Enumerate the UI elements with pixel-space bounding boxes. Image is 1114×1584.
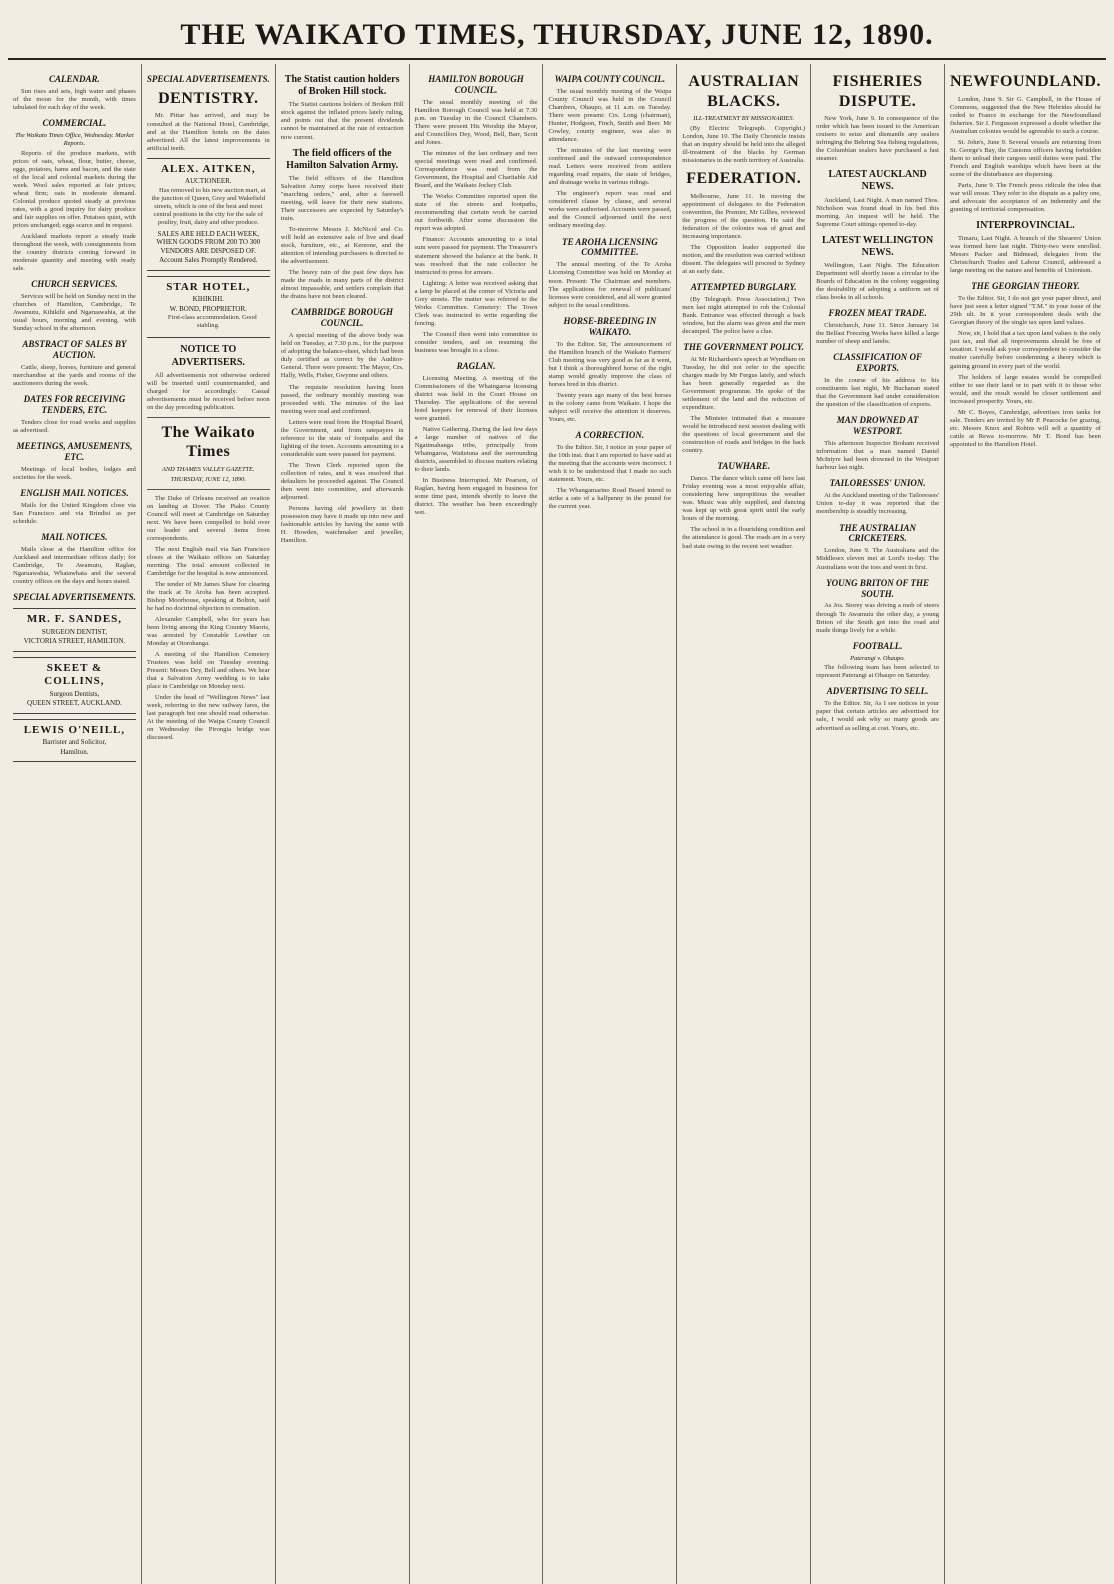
body-text: The heavy rain of the past few days has made the roads in many parts of the district almost impassable, and settlers complain that the drains have not been cleared. (280, 269, 404, 301)
body-text: Services will be held on Sunday next in the churches of Hamilton, Cambridge, Te Awamutu, Kihikihi and Ngaruawahia, at the usual hours, morning and evening, with Sunday school in the afternoon. (13, 293, 136, 333)
body-text: Mails for the United Kingdom close via San Francisco and via Brindisi as per schedule. (13, 502, 136, 526)
skeet-collins-advertisement (13, 657, 136, 714)
body-text: To the Editor. Sir, I notice in your paper of the 10th inst. that I am reported to have said at the meeting that the accounts were incorrect. I wish it to be understood that I made no such statement. Yours, etc. (548, 443, 672, 483)
body-text: Lighting: A letter was received asking that a lamp be placed at the corner of Victoria and Grey streets. The matter was referred to the Works Committee. Cemetery: The Town Clerk was instructed to write regarding the fencing. (414, 279, 538, 327)
raglan-heading: RAGLAN. (456, 360, 496, 371)
column-3 (276, 64, 410, 1584)
young-briton-heading: YOUNG BRITON OF THE SOUTH. (826, 577, 930, 599)
body-text: New York, June 9. In consequence of the order which has been issued to the American cruisers to seize and dismantle any sealers infringing the Behring Sea fishing regulations, the Columbian sealers have purchased a fast steamer. (816, 115, 940, 163)
federation-heading: FEDERATION. (686, 170, 802, 187)
newspaper-title: THE WAIKATO TIMES, THURSDAY, JUNE 12, 1890. (180, 18, 934, 51)
body-text: Meetings of local bodies, lodges and societies for the week. (13, 466, 136, 482)
body-text: Has removed to his new auction mart, at the junction of Queen, Grey and Wakefield streets, which is one of the best and most central positions in the city for the sale of poultry, fruit, dairy and other produce. (151, 186, 266, 226)
drowned-heading: MAN DROWNED AT WESTPORT. (836, 415, 919, 437)
government-policy-heading: THE GOVERNMENT POLICY. (683, 341, 805, 352)
football-subheading: Paterangi v. Ohaupo. (850, 654, 906, 662)
column-7 (811, 64, 945, 1584)
body-text: At the Auckland meeting of the Tailoresses' Union to-day it was reported that the membership is steadily increasing. (816, 492, 940, 516)
rule (147, 417, 270, 418)
body-text: A meeting of the Hamilton Cemetery Trustees was held on Tuesday evening. Present: Messrs Dey, Bell and others. We hear that a Salvation Army wedding is to take place in Cambridge on Monday next. (146, 651, 270, 691)
paper-title: The Waikato Times (161, 423, 256, 461)
body-text: (By Electric Telegraph. Copyright.) London, June 10. The Daily Chronicle insists that an inquiry should be held into the alleged ill-treatment of the blacks by German missionaries in the north territory of Australia. (682, 124, 806, 164)
body-text: Dance. The dance which came off here last Friday evening was a most enjoyable affair, considering how unpropitious the weather was. Music was ably supplied, and dancing was kept up with great spirit until the early hours of the morning. (682, 475, 806, 523)
advertiser-line: KIHIKIHI. (192, 295, 224, 304)
football-heading: FOOTBALL. (852, 640, 903, 651)
advertiser-name: ALEX. AITKEN, (160, 162, 256, 175)
column-4 (410, 64, 544, 1584)
body-text: In the course of his address to his constituents last night, Mr Buchanan stated that the Government had under consideration the question of the classification of exports. (816, 377, 940, 409)
body-text: Reports of the produce markets, with prices of oats, wheat, flour, butter, cheese, eggs, potatoes, hams and bacon, and the state of the local and colonial markets during the week. Wool sales reported at fair prices; wheat firm; oats in moderate demand. Colonial produce quoted steady at previous rates, with a good inquiry for dairy produce and fair supplies on offer. Potatoes quiet, with prices unchanged; eggs scarce and in request. (13, 149, 136, 229)
body-text: The school is in a flourishing condition and the attendance is good. The roads are in a very bad state owing to the recent wet weather. (682, 526, 806, 550)
tauwhare-heading: TAUWHARE. (717, 461, 771, 472)
tenders-heading: DATES FOR RECEIVING TENDERS, ETC. (23, 394, 126, 416)
tailoresses-heading: TAILORESSES' UNION. (829, 478, 926, 489)
advertiser-line: QUEEN STREET, AUCKLAND. (27, 699, 122, 708)
advertiser-line: Surgeon Dentists, (49, 689, 100, 698)
body-text: Mails close at the Hamilton office for Auckland and intermediate offices daily; for Cambridge, Te Awamutu, Raglan, Ngaruawahia, Whatawhata and the several country offices on the days and hours stated. (13, 546, 136, 586)
rule (147, 489, 270, 490)
body-text: Melbourne, June 11. In moving the appointment of delegates to the Federation convention, the Premier, Mr Gillies, reviewed the progress of the question. He said the federation of the colonies was of great and increasing importance. (682, 192, 806, 240)
body-text: Timaru, Last Night. A branch of the Shearers' Union was formed here last night. Thirty-two were enrolled. Messrs Packer and Bidmead, delegates from the Christchurch Trades and Labour Council, addressed a large meeting on the nature and benefits of Unionism. (950, 235, 1101, 275)
wellington-news-heading: LATEST WELLINGTON NEWS. (821, 234, 934, 258)
dentistry-title: DENTISTRY. (158, 89, 259, 107)
column-8 (945, 64, 1106, 1584)
body-text: Sun rises and sets, high water and phases of the moon for the month, with times tabulated for each day of the week. (13, 87, 136, 112)
body-text: The Council then went into committee to consider tenders, and on resuming the business was brought to a close. (414, 330, 538, 354)
body-text: Tenders close for road works and supplies as advertised. (13, 419, 136, 435)
body-text: The following team has been selected to represent Paterangi at Ohaupo on Saturday. (816, 664, 940, 680)
body-text: The Opposition leader supported the motion, and the resolution was carried without dissent. The delegates will proceed to Sydney at an early date. (682, 243, 806, 275)
body-text: The Works Committee reported upon the state of the streets and footpaths, recommending that certain work be carried out forthwith. After some discussion the report was adopted. (414, 193, 538, 233)
special-ads-heading: SPECIAL ADVERTISEMENTS. (13, 592, 136, 603)
cambridge-council-heading: CAMBRIDGE BOROUGH COUNCIL. (291, 307, 394, 329)
advertiser-name: LEWIS O'NEILL, (23, 723, 126, 736)
body-text: Mr. Pittar has arrived, and may be consulted at the National Hotel, Cambridge, and at the Hamilton hotels on the dates advertised. All the latest improvements in artificial teeth. (146, 112, 270, 152)
commercial-heading: COMMERCIAL. (42, 118, 107, 129)
sales-heading: ABSTRACT OF SALES BY AUCTION. (22, 339, 127, 361)
body-text: Letters were read from the Hospital Board, the Government, and from ratepayers in reference to the state of footpaths and the lighting of the town. Accounts amounting to a considerable sum were passed for payment. (280, 418, 404, 458)
body-text: To the Editor. Sir, I do not get your paper direct, and have just seen a letter signed "T.M." in your issue of the 29th ult. In it your correspondent deals with the Georgian theory of the single tax upon land values. (950, 295, 1101, 327)
body-text: In Business Interrupted. Mr Pearson, of Raglan, having been engaged in business for some time past, intends shortly to leave the district. The weather has been exceedingly wet. (414, 477, 538, 517)
paper-subtitle: AND THAMES VALLEY GAZETTE. (162, 465, 255, 473)
body-text: Christchurch, June 11. Since January 1st the Belfast Freezing Works have killed a large number of sheep and lambs. (816, 322, 940, 346)
advertiser-name: STAR HOTEL, (166, 280, 251, 293)
newfoundland-heading: NEWFOUNDLAND. (950, 73, 1101, 90)
advertiser-line: SURGEON DENTIST, (41, 627, 108, 636)
interprovincial-heading: INTERPROVINCIAL. (976, 219, 1075, 231)
body-text: Wellington, Last Night. The Education Department will shortly issue a circular to the Boards of Education in the colony suggesting the desirability of adopting a uniform set of class books in all schools. (816, 262, 940, 302)
body-text: St. John's, June 9. Several vessels are returning from St. George's Bay, the Customs officers having forbidden them to unload their cargoes until duties were paid. The French and English warships which have been at the scene of the disturbance are dispersing. (950, 138, 1101, 178)
star-hotel-advertisement (147, 276, 270, 339)
body-text: Auckland, Last Night. A man named Thos. Nicholson was found dead in his bed this morning. An inquest will be held. The Supreme Court sittings opened to-day. (816, 196, 940, 228)
body-text: Twenty years ago many of the best horses in the colony came from Waikato. I hope the subject will receive the attention it deserves. Yours, etc. (548, 391, 672, 423)
body-text: Mr C. Boyes, Cambridge, advertises iron tanks for sale. Tenders are invited by Mr P. Peacocke for grazing, etc. Messrs Knox and Robins will sell a quantity of cattle at Rewa to-morrow. Mr T. Bond has been appointed to the Hamilton Hotel. (950, 408, 1101, 448)
body-text: The Duke of Orleans received an ovation on landing at Dover. The Piako County Council will meet at Cambridge on Saturday next. We have been compelled to hold over our leader and several items from correspondents. (146, 494, 270, 542)
body-text: The requisite resolution having been passed, the ordinary monthly meeting was proceeded with. The minutes of the last meeting were read and confirmed. (280, 383, 404, 415)
body-text: Cattle, sheep, horses, furniture and general merchandise at the yards and rooms of the auctioneers during the week. (13, 364, 136, 388)
body-text: Persons having old jewellery in their possession may have it made up into new and fashionable articles by having the same with H. Howden, watchmaker and jeweller, Hamilton. (280, 504, 404, 545)
body-text: Finance: Accounts amounting to a total sum were passed for payment. The Treasurer's statement showed the balance at the bank. It was resolved that the rate collector be instructed to press for arrears. (414, 236, 538, 276)
column-6 (677, 64, 811, 1584)
advertising-heading: ADVERTISING TO SELL. (826, 686, 929, 697)
georgian-theory-heading: THE GEORGIAN THEORY. (971, 281, 1080, 292)
issue-date: THURSDAY, JUNE 12, 1890. (170, 475, 246, 483)
church-services-heading: CHURCH SERVICES. (31, 279, 118, 290)
body-text: The Town Clerk reported upon the collection of rates, and it was resolved that defaulters be proceeded against. The Council then went into committee, and afterwards adjourned. (280, 461, 404, 501)
body-text: The usual monthly meeting of the Hamilton Borough Council was held at 7.30 p.m. on Tuesday in the Council Chambers. There were present His Worship the Mayor, and Councillors Dey, Wood, Bell, Barr, Scott and Jones. (414, 98, 538, 147)
australian-blacks-heading: AUSTRALIAN BLACKS. (688, 73, 800, 110)
body-text: The engineer's report was read and considered clause by clause, and several works were authorised. Accounts were passed, and the Council adjourned until the next ordinary meeting day. (548, 190, 672, 230)
body-text: The tender of Mr James Shaw for clearing the track at Te Aroha has been accepted. Bishop Moorhouse, speaking at Bolton, said he had no doctrinal objection to cremation. (146, 580, 270, 612)
body-text: This afternoon Inspector Broham received information that a man named Daniel McIntyre had been drowned in the Westport harbour last night. (816, 440, 940, 472)
body-text: The annual meeting of the Te Aroha Licensing Committee was held on Monday at noon. Present: The Chairman and members. The applications for renewal of publicans' licenses were considered, and all were granted subject to the usual conditions. (548, 261, 672, 309)
advertiser-line: Account Sales Promptly Rendered. (159, 256, 258, 265)
meetings-heading: MEETINGS, AMUSEMENTS, ETC. (16, 441, 133, 463)
fisheries-heading: FISHERIES DISPUTE. (832, 73, 923, 110)
hamilton-council-heading: HAMILTON BOROUGH COUNCIL. (428, 74, 524, 95)
body-text: The field officers of the Hamilton Salvation Army corps have received their "marching orders," and, after a farewell meeting, will leave for their new stations. Their successors are expected by Saturday's train. (280, 174, 404, 223)
body-text: Auckland markets report a steady trade throughout the week, with consignments from the country districts coming forward in moderate quantity and meeting with ready sale. (13, 232, 136, 273)
body-text: Alexander Campbell, who for years has been living among the King Country Maoris, was arrested by Constable Lowther on Monday at Otorohanga. (146, 616, 270, 648)
horse-breeding-heading: HORSE-BREEDING IN WAIKATO. (563, 315, 657, 337)
australian-blacks-subheading: ILL-TREATMENT BY MISSIONARIES. (693, 115, 795, 123)
body-text: (By Telegraph. Press Association.) Two men last night attempted to rob the Colonial Bank. Entrance was effected through a back window, but the alarm was given and the men decamped. The police have a clue. (682, 295, 806, 335)
body-text: The holders of large estates would be compelled either to use their land or to part with it to those who would, and the result would be closer settlement and increased prosperity. Yours, etc. (950, 373, 1101, 405)
special-ads-heading: SPECIAL ADVERTISEMENTS. (146, 74, 270, 84)
advertiser-line: W. BOND, PROPRIETOR. (169, 304, 247, 313)
column-5 (543, 64, 677, 1584)
oneill-advertisement (13, 719, 136, 762)
body-text: The Statist cautions holders of Broken Hill stock against the inflated prices lately ruling, and points out that the present dividends cannot be maintained at the rate of extraction now current. (280, 101, 404, 141)
advertiser-line: AUCTIONEER. (185, 177, 232, 186)
body-text: To the Editor. Sir, The announcement of the Hamilton branch of the Waikato Farmers' Club meeting was very good as far as it went, but I think a thoroughbred horse of the right stamp would greatly improve the class of horses bred in this district. (548, 340, 672, 388)
salvation-army-heading: The field officers of the Hamilton Salvation Army. (286, 147, 399, 171)
waipa-council-heading: WAIPA COUNTY COUNCIL. (554, 74, 666, 84)
body-text: The usual monthly meeting of the Waipa County Council was held in the Council Chambers, Ohaupo, at 11 a.m. on Tuesday. There were present: Crs. Long (chairman), Hunter, Hodgson, Finch, Smith and Beer. Mr Cowley, county engineer, was also in attendance. (548, 87, 672, 144)
body-text: All advertisements not otherwise ordered will be inserted until countermanded, and charged for accordingly. Casual advertisements must be received before noon on the day preceding publication. (146, 371, 270, 411)
body-text: The minutes of the last meeting were confirmed and the outward correspondence read. Letters were received from settlers regarding road repairs, the state of bridges, and drainage works in various ridings. (548, 147, 672, 187)
notice-heading: NOTICE TO ADVERTISERS. (171, 344, 245, 368)
correction-heading: A CORRECTION. (575, 429, 645, 440)
body-text: Native Gathering. During the last few days a large number of natives of the Ngatimahanga tribe, principally from Whaingaroa, Waitetuna and the surrounding districts, assembled to discuss matters relating to their lands. (414, 426, 538, 474)
auckland-news-heading: LATEST AUCKLAND NEWS. (828, 169, 927, 193)
body-text: The Whangamarino Road Board intend to strike a rate of a halfpenny in the pound for the current year. (548, 487, 672, 511)
body-text: London, June 9. The Australians and the Middlesex eleven met at Lord's to-day. The Australians won the toss and went in first. (816, 547, 940, 571)
advertiser-name: SKEET & COLLINS, (44, 661, 105, 688)
body-text: To the Editor. Sir, As I see notices in your paper that certain articles are advertised for sale, I would ask why so many goods are advertised as selling at cost. Yours, etc. (816, 700, 940, 732)
body-text: At Mr Richardson's speech at Wyndham on Tuesday, he did not refer to the specific charges made by Mr Fergus lately, and which has been generally regarded as the Government programme. He spoke of the settlement of the land and the reduction of expenditure. (682, 355, 806, 412)
body-text: Licensing Meeting. A meeting of the Commissioners of the Whaingaroa licensing district was held in the Court House on Thursday. The applications of the several hotel keepers for renewal of their licenses were granted. (414, 374, 538, 422)
advertiser-line: Barrister and Solicitor, (42, 738, 107, 747)
body-text: Under the head of "Wellington News" last week, referring to the new railway fares, the last paragraph but one should read otherwise. At the meeting of the Waipa County Council on Wednesday the Pirongia bridge was discussed. (146, 694, 270, 742)
column-1 (8, 64, 142, 1584)
body-text: To-morrow Messrs J. McNicol and Co. will hold an extensive sale of live and dead stock, furniture, etc., at Kereone, and the attention of intending purchasers is directed to the advertisement. (280, 226, 404, 266)
exports-heading: CLASSIFICATION OF EXPORTS. (833, 352, 922, 374)
calendar-heading: CALENDAR. (49, 74, 100, 84)
body-text: First-class accommodation. Good stabling. (167, 314, 257, 330)
advertiser-name: MR. F. SANDES, (26, 613, 123, 626)
body-text: The next English mail via San Francisco closes at the Waikato offices on Saturday morning. The total amount collected in Cambridge for the hospital is now announced. (146, 545, 270, 577)
masthead (8, 0, 1106, 60)
aitken-advertisement (147, 158, 270, 271)
body-text: London, June 9. Sir G. Campbell, in the House of Commons, suggested that the New Hebrides should be ceded to France in exchange for the Newfoundland fisheries. Sir J. Fergusson expressed a doubt whether the Australian colonies would be agreeable to such a course. (950, 95, 1101, 135)
cricketers-heading: THE AUSTRALIAN CRICKETERS. (839, 522, 917, 544)
body-text: As Jos. Storey was driving a mob of steers through Te Awamutu the other day, a young Briton of the South got into the road and made things lively for a while. (816, 602, 940, 634)
column-2 (142, 64, 276, 1584)
advertiser-line: SALES ARE HELD EACH WEEK, WHEN GOODS FROM 200 TO 300 VENDORS ARE DISPOSED OF. (156, 229, 261, 255)
advertiser-line: Hamilton. (60, 747, 89, 756)
body-text: Now, sir, I hold that a tax upon land values is the only just tax, and that all improvements should be free of taxation. I would ask your correspondent to consider the matter carefully before condemning a theory which is gaining ground in every part of the world. (950, 330, 1101, 370)
body-text: A special meeting of the above body was held on Tuesday, at 7.30 p.m., for the purpose of adopting the balance-sheet, which had been duly certified as correct by the Auditor-General. There were present: The Mayor, Crs. Hally, Wells, Fisher, Gwynne and others. (280, 332, 404, 380)
advertiser-line: VICTORIA STREET, HAMILTON. (23, 637, 126, 646)
licensing-heading: TE AROHA LICENSING COMMITTEE. (562, 236, 658, 258)
columns (8, 64, 1106, 1584)
body-text: The minutes of the last ordinary and two special meetings were read and confirmed. Correspondence was read from the Government, the Hospital and Charitable Aid Board, and the Waikato Jockey Club. (414, 150, 538, 190)
body-text: The Minister intimated that a measure would be introduced next session dealing with the questions of local government and the construction of roads and bridges in the back country. (682, 415, 806, 455)
frozen-meat-heading: FROZEN MEAT TRADE. (828, 308, 927, 319)
body-text: Paris, June 9. The French press ridicule the idea that war will ensue. They refer to the dispute as a paltry one, and advocate the acceptance of an indemnity and the granting of territorial compensation. (950, 181, 1101, 213)
english-mail-heading: ENGLISH MAIL NOTICES. (20, 488, 129, 499)
burglary-heading: ATTEMPTED BURGLARY. (690, 281, 797, 292)
mail-notices-heading: MAIL NOTICES. (41, 532, 108, 543)
sandes-advertisement (13, 608, 136, 651)
statist-heading: The Statist caution holders of Broken Hill stock. (284, 74, 400, 98)
market-reports-heading: The Waikato Times Office, Wednesday. Market Reports. (15, 132, 134, 147)
